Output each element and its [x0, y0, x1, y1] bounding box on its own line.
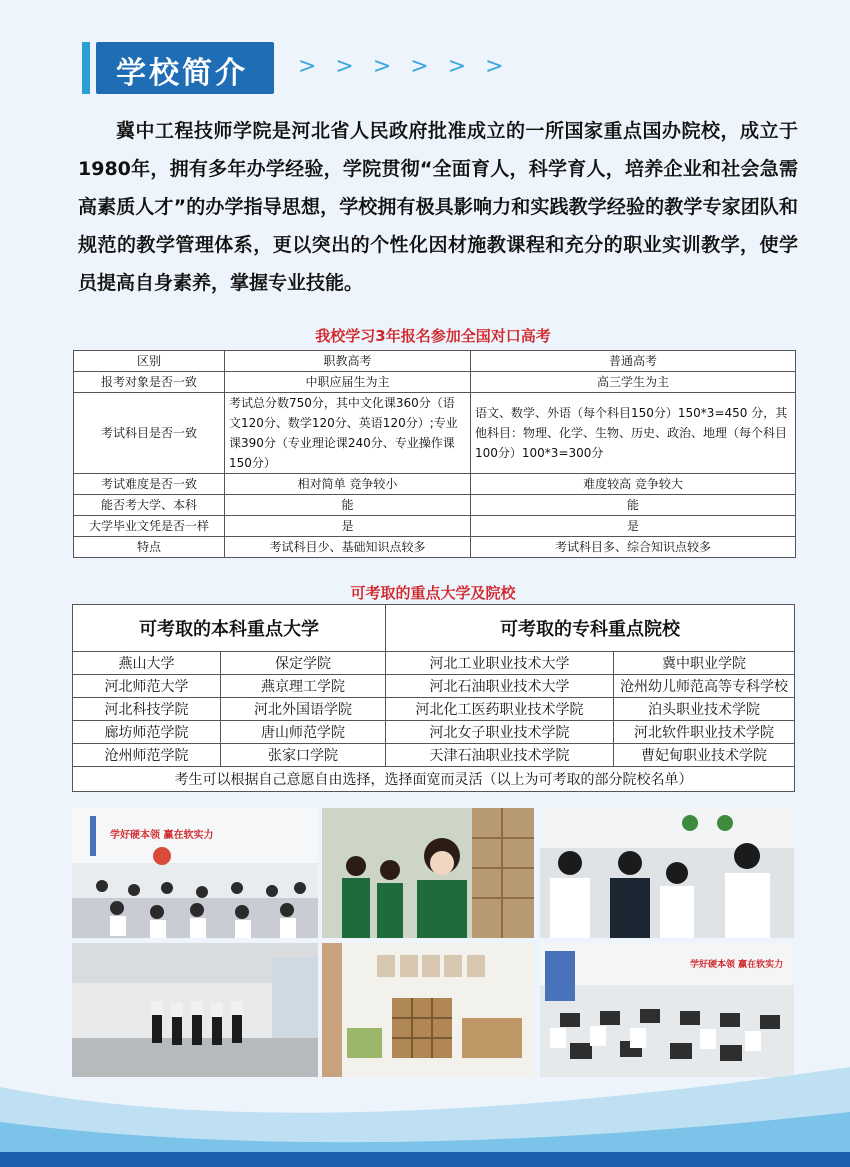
table-header-cell: 普通高考 [471, 351, 796, 372]
school-cell: 保定学院 [221, 652, 386, 675]
students-green-uniform-photo [322, 808, 534, 938]
computer-lab-banner: 学好硬本领 赢在软实力 [690, 960, 784, 970]
table-cell: 考试科目是否一致 [74, 393, 225, 474]
schools-caption: 可考取的重点大学及院校 [350, 584, 516, 602]
table-row [74, 474, 796, 495]
school-cell: 天津石油职业技术学院 [386, 744, 614, 767]
table-header-row [74, 351, 796, 372]
school-cell: 冀中职业学院 [614, 652, 795, 675]
school-cell: 燕山大学 [73, 652, 221, 675]
table-cell: 大学毕业文凭是否一样 [74, 516, 225, 537]
table-cell: 中职应届生为主 [225, 372, 471, 393]
chevron-decoration-icon: > > > > > > [298, 54, 510, 79]
schools-note: 考生可以根据自己意愿自由选择，选择面宽而灵活（以上为可考取的部分院校名单） [73, 767, 795, 792]
table-row [73, 721, 795, 744]
school-cell: 廊坊师范学院 [73, 721, 221, 744]
school-cell: 沧州师范学院 [73, 744, 221, 767]
table-cell: 考试科目多、综合知识点较多 [471, 537, 796, 558]
school-cell: 河北工业职业技术大学 [386, 652, 614, 675]
table-row [74, 372, 796, 393]
school-cell: 泊头职业技术学院 [614, 698, 795, 721]
table-cell: 考试科目少、基础知识点较多 [225, 537, 471, 558]
table-cell: 难度较高 竞争较大 [471, 474, 796, 495]
schools-header-row [73, 605, 795, 652]
table-row [74, 537, 796, 558]
table-header-cell: 区别 [74, 351, 225, 372]
table-cell: 考试难度是否一致 [74, 474, 225, 495]
school-cell: 河北化工医药职业技术学院 [386, 698, 614, 721]
table-cell: 能 [225, 495, 471, 516]
undergrad-header: 可考取的本科重点大学 [73, 605, 386, 652]
table-row [73, 652, 795, 675]
table-cell: 高三学生为主 [471, 372, 796, 393]
table-row [73, 698, 795, 721]
schools-note-row [73, 767, 795, 792]
table-cell: 考试总分数750分，其中文化课360分（语文120分、数学120分、英语120分）;专业课390分（专业理论课240分、专业操作课150分） [225, 393, 471, 474]
school-cell: 沧州幼儿师范高等专科学校 [614, 675, 795, 698]
table-row [73, 675, 795, 698]
table-header-cell: 职教高考 [225, 351, 471, 372]
table-cell: 是 [471, 516, 796, 537]
intro-paragraph: 冀中工程技师学院是河北省人民政府批准成立的一所国家重点国办院校，成立于1980年，拥有多年办学经验，学院贯彻“全面育人，科学育人，培养企业和社会急需高素质人才”的办学指导思想，学校拥有极具影响力和实践教学经验的教学专家团队和规范的教学管理体系，更以突出的个性化因材施教课程和充分的职业实训教学，使学员提高自身素养，掌握专业技能。 [78, 120, 798, 294]
table-cell: 能 [471, 495, 796, 516]
classroom-banner: 学好硬本领 赢在软实力 [110, 830, 214, 841]
table-row [74, 495, 796, 516]
comparison-caption: 我校学习3年报名参加全国对口高考 [315, 327, 551, 345]
school-cell: 唐山师范学院 [221, 721, 386, 744]
comparison-table [73, 350, 796, 558]
header-accent-bar [82, 42, 90, 94]
table-cell: 能否考大学、本科 [74, 495, 225, 516]
table-cell: 相对简单 竞争较小 [225, 474, 471, 495]
table-row [74, 516, 796, 537]
table-cell: 特点 [74, 537, 225, 558]
section-header [82, 42, 274, 94]
school-cell: 曹妃甸职业技术学院 [614, 744, 795, 767]
table-cell: 语文、数学、外语（每个科目150分）150*3=450 分，其他科目：物理、化学、生物、历史、政治、地理（每个科目100分）100*3=300分 [471, 393, 796, 474]
school-cell: 河北科技学院 [73, 698, 221, 721]
table-row [74, 393, 796, 474]
table-cell: 是 [225, 516, 471, 537]
workshop-photo [540, 808, 794, 938]
school-cell: 燕京理工学院 [221, 675, 386, 698]
school-cell: 河北石油职业技术大学 [386, 675, 614, 698]
table-row [73, 744, 795, 767]
schools-table [72, 604, 795, 792]
page-title: 学校简介 [116, 56, 248, 91]
school-cell: 河北师范大学 [73, 675, 221, 698]
school-cell: 河北软件职业技术学院 [614, 721, 795, 744]
header-box [96, 42, 274, 94]
bottom-wave-decoration [0, 1057, 850, 1167]
table-cell: 报考对象是否一致 [74, 372, 225, 393]
school-cell: 张家口学院 [221, 744, 386, 767]
classroom-photo [72, 808, 318, 938]
school-cell: 河北女子职业技术学院 [386, 721, 614, 744]
college-header: 可考取的专科重点院校 [386, 605, 795, 652]
school-cell: 河北外国语学院 [221, 698, 386, 721]
